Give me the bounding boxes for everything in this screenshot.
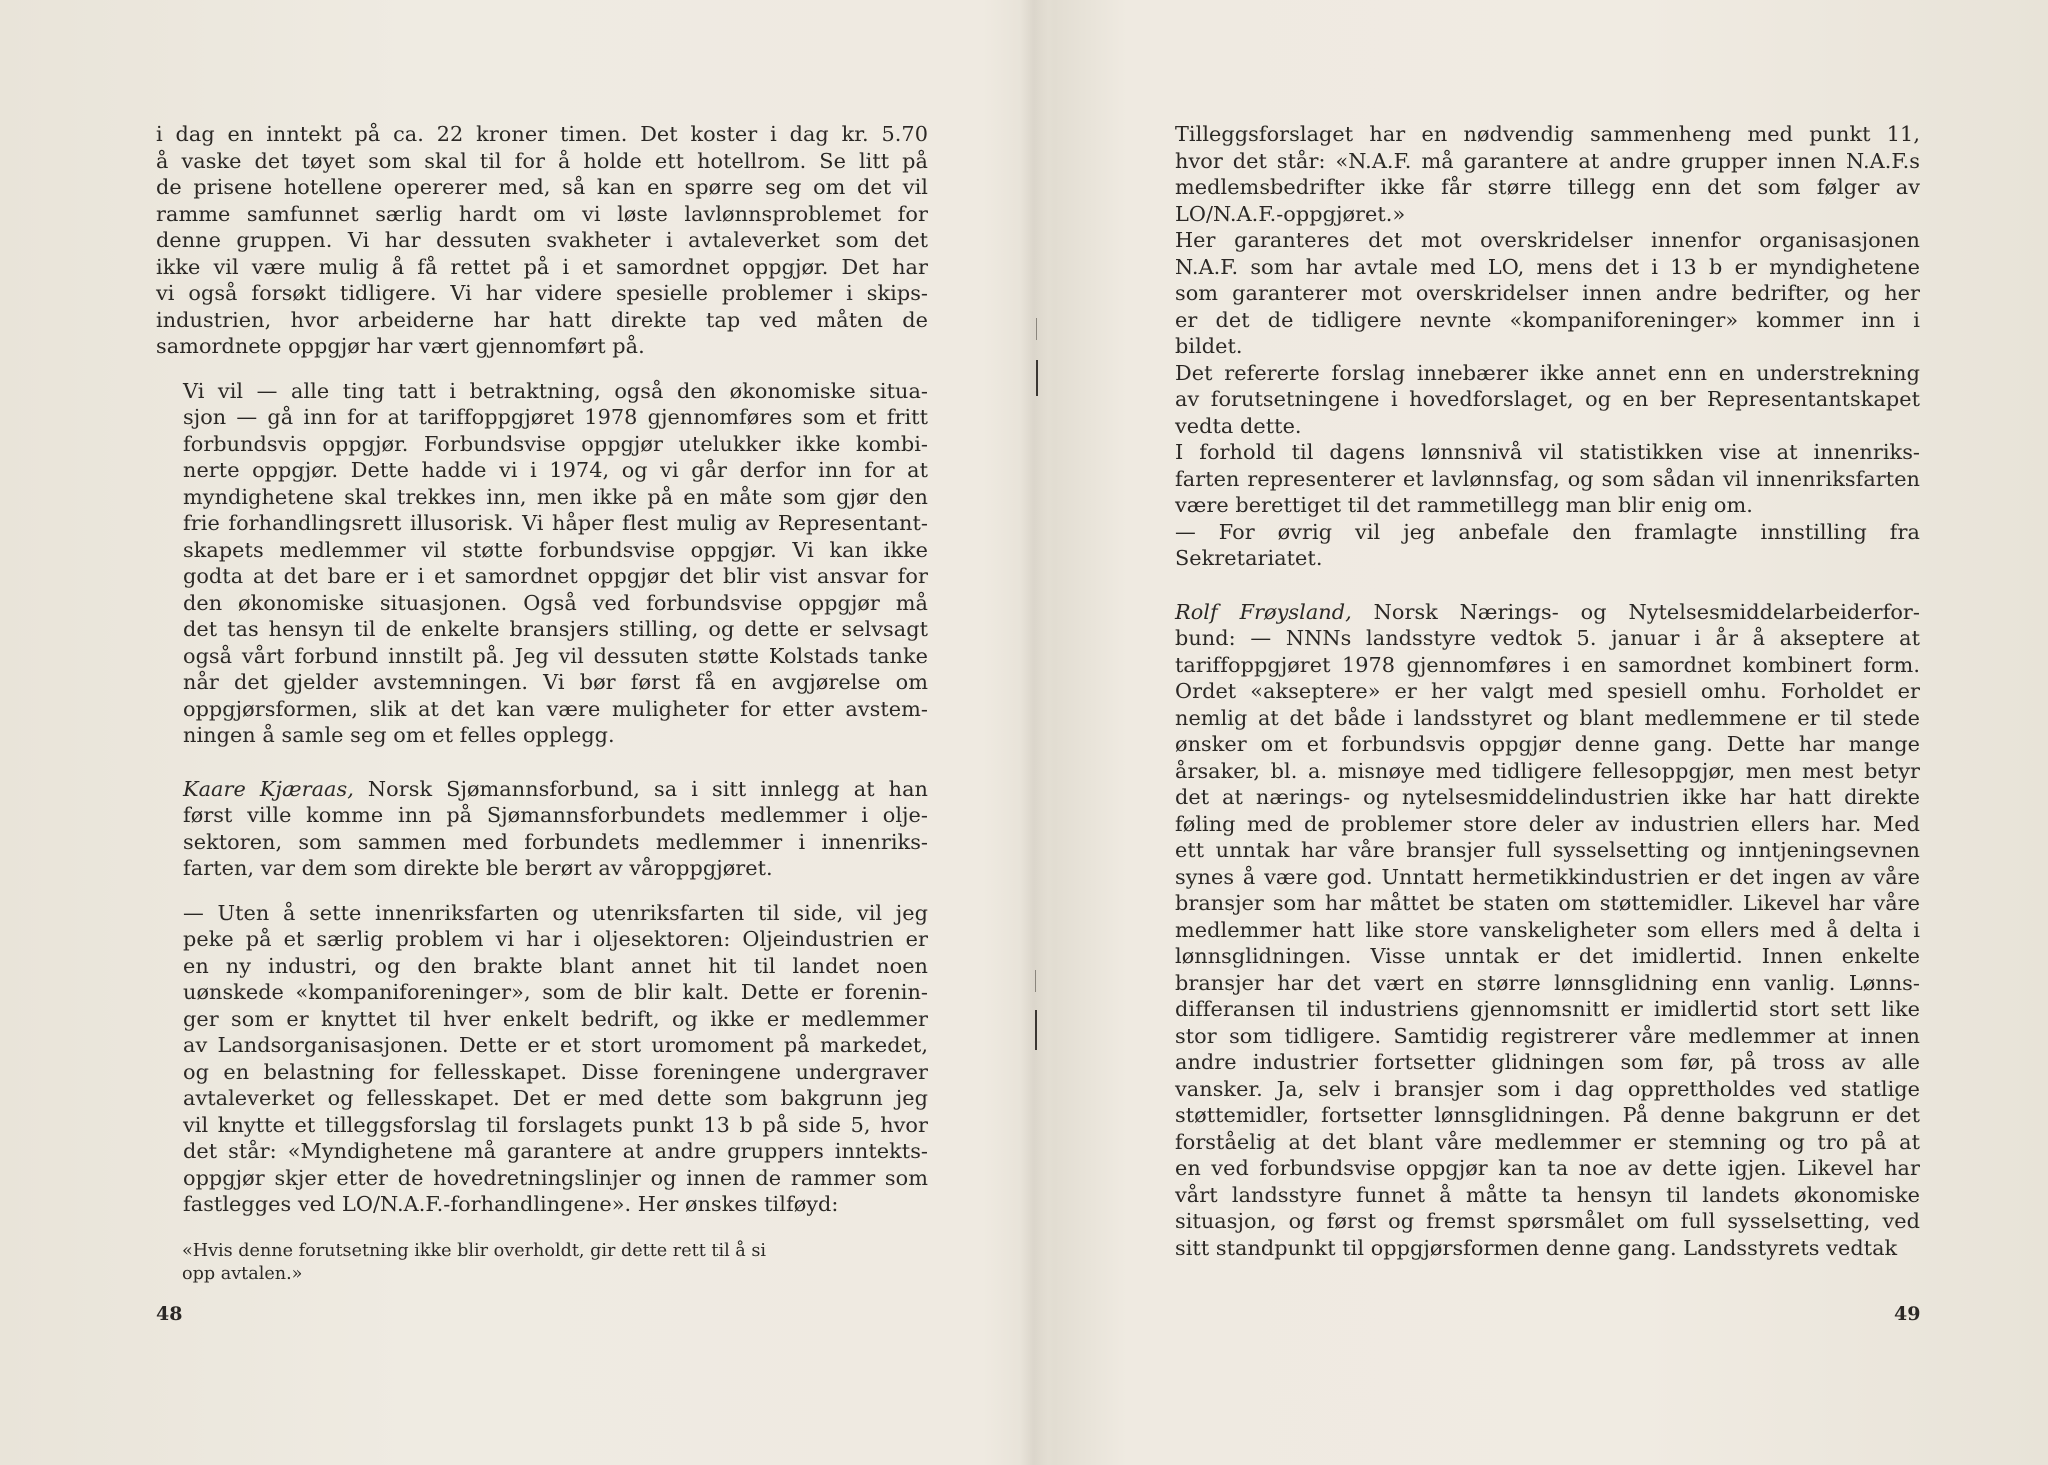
text-line — [156, 776, 928, 803]
text-line: oppgjør skjer etter de hovedretningslinjer og innen de rammer som — [183, 1165, 928, 1190]
text-line: er det de tidligere nevnte «kompaniforeninger» kommer inn i — [1175, 307, 1920, 332]
text-line: det at nærings- og nytelsesmiddelindustrien ikke har hatt direkte — [1175, 785, 1920, 809]
text-line: sektoren, som sammen med forbundets medlemmer i innenriks- — [183, 829, 928, 854]
speaker-name: Rolf Frøysland, — [1175, 599, 1352, 624]
text-line: tariffoppgjøret 1978 gjennomføres i en samordnet kombinert form. — [1175, 652, 1920, 677]
text-line: peke på et særlig problem vi har i oljesektoren: Oljeindustrien er — [183, 927, 928, 951]
text-line: Her garanteres det mot overskridelser innenfor organisasjonen — [1175, 228, 1920, 252]
text-line: bransjer som har måttet be staten om støttemidler. Likevel har våre — [1175, 891, 1920, 915]
paragraph — [1148, 439, 1920, 519]
binding-mark — [1036, 318, 1037, 340]
text-line: en ved forbundsvise oppgjør kan ta noe av dette igjen. Likevel har — [1175, 1156, 1920, 1180]
text-line: avtaleverket og fellesskapet. Det er med dette som bakgrunn jeg — [183, 1086, 928, 1110]
binding-mark — [1036, 360, 1038, 396]
text-line: andre industrier fortsetter glidningen som før, på tross av alle — [1175, 1050, 1920, 1074]
paragraph — [156, 378, 928, 749]
speaker-paragraph — [1148, 599, 1920, 1262]
text-line: farten representerer et lavlønnsfag, og som sådan vil innenriksfarten — [1175, 466, 1920, 491]
page-number: 48 — [156, 1303, 183, 1325]
text-line: årsaker, bl. a. misnøye med tidligere fellesoppgjør, men mest betyr — [1175, 758, 1920, 783]
text-line: ningen å samle seg om et felles opplegg. — [183, 723, 615, 747]
binding-mark — [1035, 970, 1036, 992]
text-line: sitt standpunkt til oppgjørsformen denne gang. Landsstyrets vedtak — [1175, 1235, 1898, 1260]
quote-line: «Hvis denne forutsetning ikke blir overholdt, gir dette rett til å si — [182, 1240, 767, 1261]
text-line: det står: «Myndighetene må garantere at andre gruppers inntekts- — [183, 1139, 928, 1163]
text-line: først ville komme inn på Sjømannsforbundets medlemmer i olje- — [183, 803, 928, 827]
text-line: støttemidler, fortsetter lønnsglidningen. På denne bakgrunn er det — [1175, 1103, 1920, 1127]
text-line: bransjer har det vært en større lønnsglidning enn vanlig. Lønns- — [1175, 970, 1920, 995]
text-line: en ny industri, og den brakte blant annet hit til landet noen — [183, 953, 928, 978]
text-line: N.A.F. som har avtale med LO, mens det i 13 b er myndighetene — [1175, 254, 1920, 279]
text-line: nemlig at det både i landsstyret og blant medlemmene er til stede — [1175, 705, 1920, 730]
text-line: stor som tidligere. Samtidig registrerer våre medlemmer at innen — [1175, 1023, 1920, 1048]
text-line: Sekretariatet. — [1175, 546, 1323, 570]
text-line: den økonomiske situasjonen. Også ved forbundsvise oppgjør må — [183, 590, 928, 615]
text-line: I forhold til dagens lønnsnivå vil statistikken vise at innenriks- — [1175, 440, 1920, 464]
text-line-rest: Norsk Nærings- og Nytelsesmiddelarbeiderfor- — [1351, 599, 1921, 624]
text-line: hvor det står: «N.A.F. må garantere at andre grupper innen N.A.F.s — [1175, 148, 1920, 173]
text-line: skapets medlemmer vil støtte forbundsvise oppgjør. Vi kan ikke — [183, 537, 928, 562]
text-line: nerte oppgjør. Dette hadde vi i 1974, og vi går derfor inn for at — [183, 458, 928, 482]
text-line: vil knytte et tilleggsforslag til forslagets punkt 13 b på side 5, hvor — [183, 1112, 928, 1137]
text-line: industrien, hvor arbeiderne har hatt direkte tap ved måten de — [156, 307, 928, 332]
book-gutter — [1020, 0, 1048, 1465]
text-line: denne gruppen. Vi har dessuten svakheter i avtaleverket som det — [156, 228, 928, 252]
binding-mark — [1035, 1010, 1037, 1050]
text-line: medlemsbedrifter ikke får større tillegg enn det som følger av — [1175, 175, 1920, 199]
quote-line: opp avtalen.» — [182, 1263, 303, 1284]
text-line: å vaske det tøyet som skal til for å holde ett hotellrom. Se litt på — [156, 148, 928, 173]
text-line: Ordet «akseptere» er her valgt med spesiell omhu. Forholdet er — [1175, 679, 1920, 703]
text-line: LO/N.A.F.-oppgjøret.» — [1175, 201, 1406, 226]
text-line: ger som er knyttet til hver enkelt bedrift, og ikke er medlemmer — [183, 1006, 928, 1031]
paragraph — [1148, 360, 1920, 440]
text-line: fastlegges ved LO/N.A.F.-forhandlingene». Her ønskes tilføyd: — [183, 1192, 839, 1216]
text-line: av Landsorganisasjonen. Dette er et stort uromoment på markedet, — [183, 1033, 928, 1057]
text-line: som garanterer mot overskridelser innen andre bedrifter, og her — [1175, 281, 1920, 305]
text-line: også vårt forbund innstilt på. Jeg vil dessuten støtte Kolstads tanke — [183, 643, 928, 668]
paragraph — [1148, 519, 1920, 572]
speaker-paragraph — [156, 776, 928, 882]
text-line: sjon — gå inn for at tariffoppgjøret 1978 gjennomføres som et fritt — [183, 405, 928, 429]
text-line: lønnsglidningen. Visse unntak er det imidlertid. Innen enkelte — [1175, 944, 1920, 968]
text-line: og en belastning for fellesskapet. Disse foreningene undergraver — [183, 1059, 928, 1084]
paragraph — [1148, 227, 1920, 360]
quote-block — [182, 1240, 908, 1286]
right-page — [1148, 121, 1920, 1261]
text-line: samordnete oppgjør har vært gjennomført på. — [156, 334, 645, 358]
text-line: differansen til industriens gjennomsnitt er imidlertid stort sett like — [1175, 997, 1920, 1021]
text-line: ramme samfunnet særlig hardt om vi løste lavlønnsproblemet for — [156, 201, 928, 226]
text-line: Det refererte forslag innebærer ikke annet enn en understrekning — [1175, 360, 1920, 385]
text-line: ett unntak har våre bransjer full sysselsetting og inntjeningsevnen — [1175, 838, 1920, 862]
text-line: uønskede «kompaniforeninger», som de blir kalt. Dette er forenin- — [183, 980, 928, 1004]
text-line: farten, var dem som direkte ble berørt av våroppgjøret. — [183, 856, 773, 880]
text-line: medlemmer hatt like store vanskeligheter som ellers med å delta i — [1175, 917, 1920, 942]
text-line: vansker. Ja, selv i bransjer som i dag opprettholdes ved statlige — [1175, 1076, 1920, 1101]
text-line: godta at det bare er i et samordnet oppgjør det blir vist ansvar for — [183, 564, 928, 588]
text-line: det tas hensyn til de enkelte bransjers stilling, og dette er selvsagt — [183, 617, 928, 641]
text-line: synes å være god. Unntatt hermetikkindustrien er det ingen av våre — [1175, 864, 1920, 889]
text-line: de prisene hotellene opererer med, så kan en spørre seg om det vil — [156, 175, 928, 199]
paragraph — [156, 900, 928, 1218]
text-line: når det gjelder avstemningen. Vi bør først få en avgjørelse om — [183, 670, 928, 694]
paragraph — [1148, 121, 1920, 227]
text-line: bildet. — [1175, 334, 1243, 358]
speaker-name: Kaare Kjæraas, — [183, 776, 354, 801]
left-page — [156, 121, 928, 1286]
text-line: oppgjørsformen, slik at det kan være muligheter for etter avstem- — [183, 696, 928, 721]
text-line: myndighetene skal trekkes inn, men ikke på en måte som gjør den — [183, 484, 928, 509]
text-line: vedta dette. — [1175, 413, 1302, 438]
text-line: situasjon, og først og fremst spørsmålet om full sysselsetting, ved — [1175, 1209, 1920, 1233]
page-number: 49 — [1894, 1303, 1921, 1325]
paragraph — [156, 121, 928, 360]
text-line: ønsker om et forbundsvis oppgjør denne gang. Dette har mange — [1175, 732, 1920, 756]
text-line: vi også forsøkt tidligere. Vi har videre spesielle problemer i skips- — [156, 281, 928, 305]
text-line: — Uten å sette innenriksfarten og utenriksfarten til side, vil jeg — [183, 900, 928, 925]
text-line: vårt landsstyre funnet å måtte ta hensyn til landets økonomiske — [1175, 1182, 1920, 1207]
text-line: være berettiget til det rammetillegg man blir enig om. — [1175, 493, 1753, 517]
text-line: forståelig at det blant våre medlemmer er stemning og tro på at — [1175, 1129, 1920, 1154]
text-line: — For øvrig vil jeg anbefale den framlagte innstilling fra — [1175, 519, 1920, 544]
text-line: Vi vil — alle ting tatt i betraktning, også den økonomiske situa- — [183, 378, 928, 403]
text-line: føling med de problemer store deler av industrien ellers har. Med — [1175, 811, 1920, 836]
text-line: av forutsetningene i hovedforslaget, og en ber Representantskapet — [1175, 387, 1920, 411]
text-line: Tilleggsforslaget har en nødvendig sammenheng med punkt 11, — [1175, 122, 1920, 146]
text-line: ikke vil være mulig å få rettet på i et samordnet oppgjør. Det har — [156, 254, 928, 279]
text-line: i dag en inntekt på ca. 22 kroner timen. Det koster i dag kr. 5.70 — [156, 122, 928, 146]
text-line: forbundsvis oppgjør. Forbundsvise oppgjør utelukker ikke kombi- — [183, 431, 928, 456]
text-line-rest: Norsk Sjømannsforbund, sa i sitt innlegg at han — [353, 776, 928, 801]
text-line: bund: — NNNs landsstyre vedtok 5. januar i år å akseptere at — [1175, 626, 1920, 650]
text-line — [1148, 599, 1920, 626]
text-line: frie forhandlingsrett illusorisk. Vi håper flest mulig av Representant- — [183, 511, 928, 535]
